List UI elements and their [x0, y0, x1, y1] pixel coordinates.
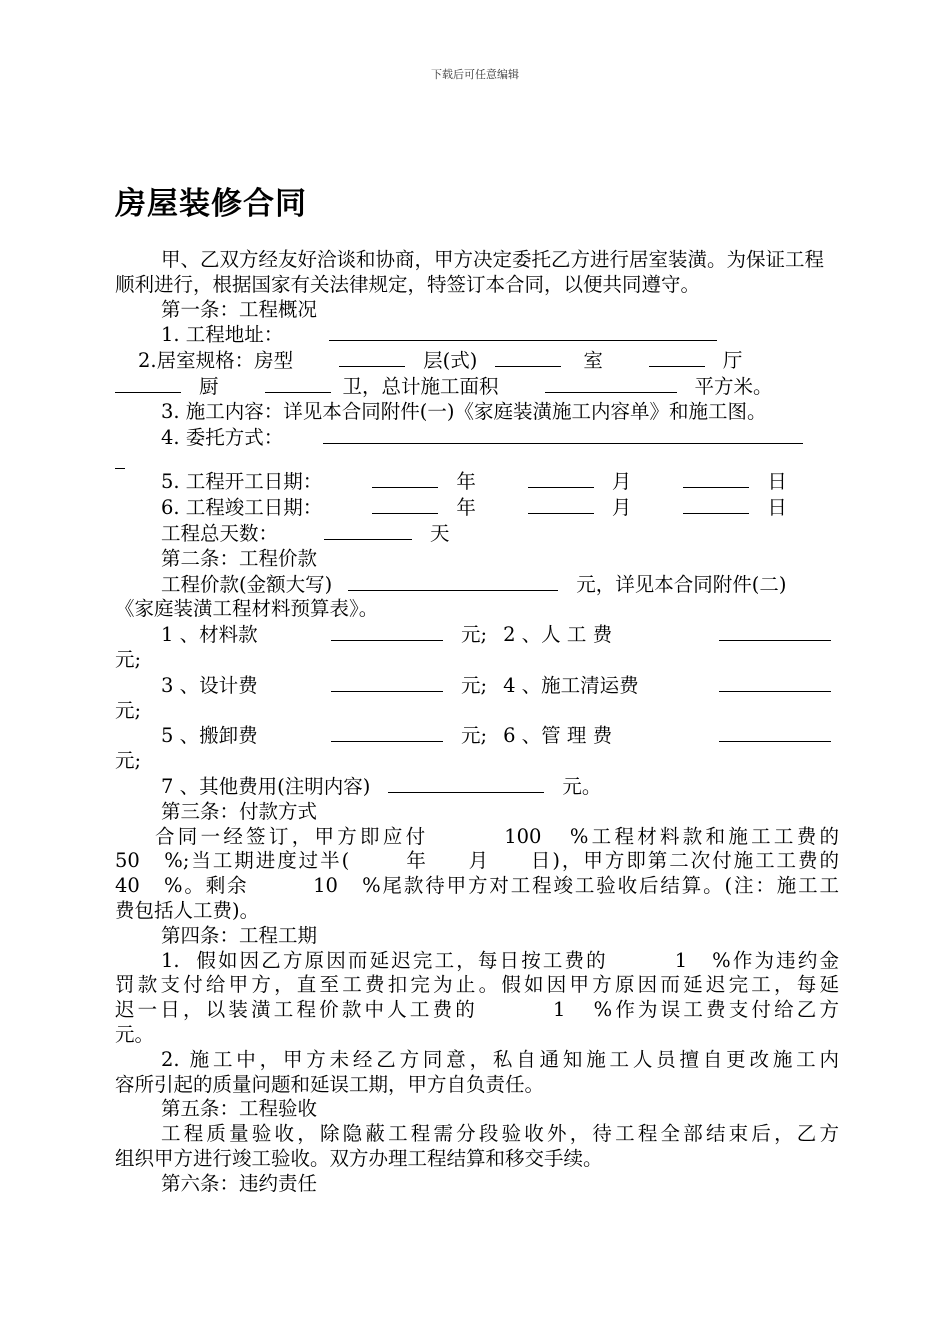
fee-item-4: 4 、施工清运费	[503, 673, 639, 697]
price-label: 工程价款(金额大写)	[161, 572, 333, 596]
article-4-heading: 第四条：工程工期	[161, 923, 318, 947]
fee-unit-3: 元;	[461, 673, 488, 697]
start-date-label: 5. 工程开工日期：	[161, 470, 323, 494]
fee-blank-3[interactable]	[331, 673, 443, 692]
fee-unit-7: 元。	[562, 774, 602, 798]
entrust-blank[interactable]	[323, 425, 803, 444]
fee-blank-7[interactable]	[388, 774, 544, 793]
bath-blank[interactable]	[265, 374, 331, 393]
hall-blank[interactable]	[649, 348, 705, 367]
end-day-unit: 日	[767, 496, 787, 520]
area-unit: 平方米。	[694, 374, 773, 398]
fee-blank-5[interactable]	[331, 723, 443, 742]
payment-line-3: 40 %。剩余 10 %尾款待甲方对工程竣工验收后结算。(注：施工工	[115, 874, 839, 898]
acceptance-line-1: 工程质量验收，除隐蔽工程需分段验收外，待工程全部结束后，乙方	[161, 1122, 839, 1146]
room-spec-line-2	[115, 374, 839, 400]
intro-paragraph: 甲、乙双方经友好洽谈和协商，甲方决定委托乙方进行居室装潢。为保证工程顺利进行，根据国家有关法律规定，特签订本合同，以便共同遵守。	[115, 248, 825, 296]
start-year-unit: 年	[456, 470, 476, 494]
period-p2-line-2: 容所引起的质量问题和延误工期，甲方自负责任。	[115, 1072, 545, 1096]
fee-item-5: 5 、搬卸费	[161, 724, 258, 748]
entrust-line-2	[115, 450, 839, 469]
payment-line-4: 费包括人工费)。	[115, 898, 260, 922]
floor-unit: 层(式)	[423, 349, 478, 373]
start-year-blank[interactable]	[372, 469, 438, 488]
fee-row-4	[115, 774, 839, 800]
contract-body	[115, 248, 839, 1196]
end-year-blank[interactable]	[372, 495, 438, 514]
kitchen-unit: 厨	[199, 374, 219, 398]
acceptance-line-2: 组织甲方进行竣工验收。双方办理工程结算和移交手续。	[115, 1146, 603, 1170]
fee-item-6: 6 、管 理 费	[503, 724, 613, 748]
fee-blank-6[interactable]	[719, 723, 831, 742]
end-date-line	[115, 495, 839, 521]
total-days-unit: 天	[430, 521, 450, 545]
start-month-unit: 月	[611, 470, 632, 494]
total-days-line	[115, 521, 839, 547]
payment-line-1: 合同一经签订，甲方即应付 100 %工程材料款和施工工费的	[155, 824, 839, 848]
price-line-2: 《家庭装潢工程材料预算表》。	[115, 597, 379, 621]
fee-unit-1: 元;	[461, 623, 488, 647]
end-month-unit: 月	[611, 496, 632, 520]
address-line	[115, 322, 839, 348]
address-blank[interactable]	[329, 322, 717, 341]
end-month-blank[interactable]	[528, 495, 594, 514]
fee-blank-4[interactable]	[719, 673, 831, 692]
bath-unit: 卫，总计施工面积	[342, 374, 499, 398]
fee-item-3: 3 、设计费	[161, 673, 258, 697]
fee-row-2-cont: 元;	[115, 698, 142, 722]
period-p1-line-4: 元。	[115, 1022, 155, 1046]
price-suffix: 元，详见本合同附件(二)	[576, 572, 787, 596]
start-day-blank[interactable]	[683, 469, 749, 488]
document-title: 房屋装修合同	[115, 186, 307, 222]
payment-line-2: 50 %;当工期进度过半( 年 月 日)，甲方即第二次付施工工费的	[115, 849, 839, 873]
article-6-heading: 第六条：违约责任	[161, 1171, 318, 1195]
fee-row-3	[115, 723, 839, 749]
construction-content: 3. 施工内容：详见本合同附件(一)《家庭装潢施工内容单》和施工图。	[161, 399, 767, 423]
end-day-blank[interactable]	[683, 495, 749, 514]
entrust-label: 4. 委托方式：	[161, 425, 284, 449]
period-p2-line-1: 2. 施工中，甲方未经乙方同意，私自通知施工人员擅自更改施工内	[161, 1047, 839, 1071]
article-3-heading: 第三条：付款方式	[161, 799, 318, 823]
entrust-blank-cont[interactable]	[115, 450, 125, 469]
fee-item-7: 7 、其他费用(注明内容)	[161, 774, 371, 798]
header-note: 下载后可任意编辑	[431, 68, 519, 81]
total-days-label: 工程总天数：	[161, 521, 279, 545]
fee-blank-2[interactable]	[719, 622, 831, 641]
price-line	[115, 572, 839, 598]
area-blank[interactable]	[545, 374, 677, 393]
article-1-heading: 第一条：工程概况	[161, 297, 318, 321]
room-blank[interactable]	[495, 348, 561, 367]
article-5-heading: 第五条：工程验收	[161, 1097, 318, 1121]
price-blank[interactable]	[348, 572, 558, 591]
fee-row-1	[115, 622, 839, 648]
address-label: 1. 工程地址：	[161, 323, 284, 347]
entrust-line	[115, 425, 839, 451]
start-month-blank[interactable]	[528, 469, 594, 488]
period-p1-line-2: 罚款支付给甲方，直至工费扣完为止。假如因甲方原因而延迟完工，每延	[115, 973, 839, 997]
kitchen-blank[interactable]	[115, 374, 181, 393]
room-unit: 室	[583, 349, 603, 373]
room-label: 2.居室规格：房型	[138, 349, 294, 373]
period-p1-line-1: 1. 假如因乙方原因而延迟完工，每日按工费的 1 %作为违约金	[161, 948, 839, 972]
end-date-label: 6. 工程竣工日期：	[161, 496, 323, 520]
floor-blank[interactable]	[339, 348, 405, 367]
fee-unit-5: 元;	[461, 724, 488, 748]
end-year-unit: 年	[456, 496, 476, 520]
fee-row-2	[115, 673, 839, 699]
fee-blank-1[interactable]	[331, 622, 443, 641]
start-date-line	[115, 469, 839, 495]
fee-row-1-cont: 元;	[115, 647, 142, 671]
period-p1-line-3: 迟一日，以装潢工程价款中人工费的 1 %作为误工费支付给乙方	[115, 998, 839, 1022]
total-days-blank[interactable]	[324, 521, 412, 540]
article-2-heading: 第二条：工程价款	[161, 546, 318, 570]
room-spec-line	[115, 348, 839, 374]
start-day-unit: 日	[767, 470, 787, 494]
hall-unit: 厅	[722, 349, 743, 373]
fee-item-1: 1 、材料款	[161, 623, 258, 647]
fee-item-2: 2 、人 工 费	[503, 623, 613, 647]
fee-row-3-cont: 元;	[115, 749, 142, 773]
